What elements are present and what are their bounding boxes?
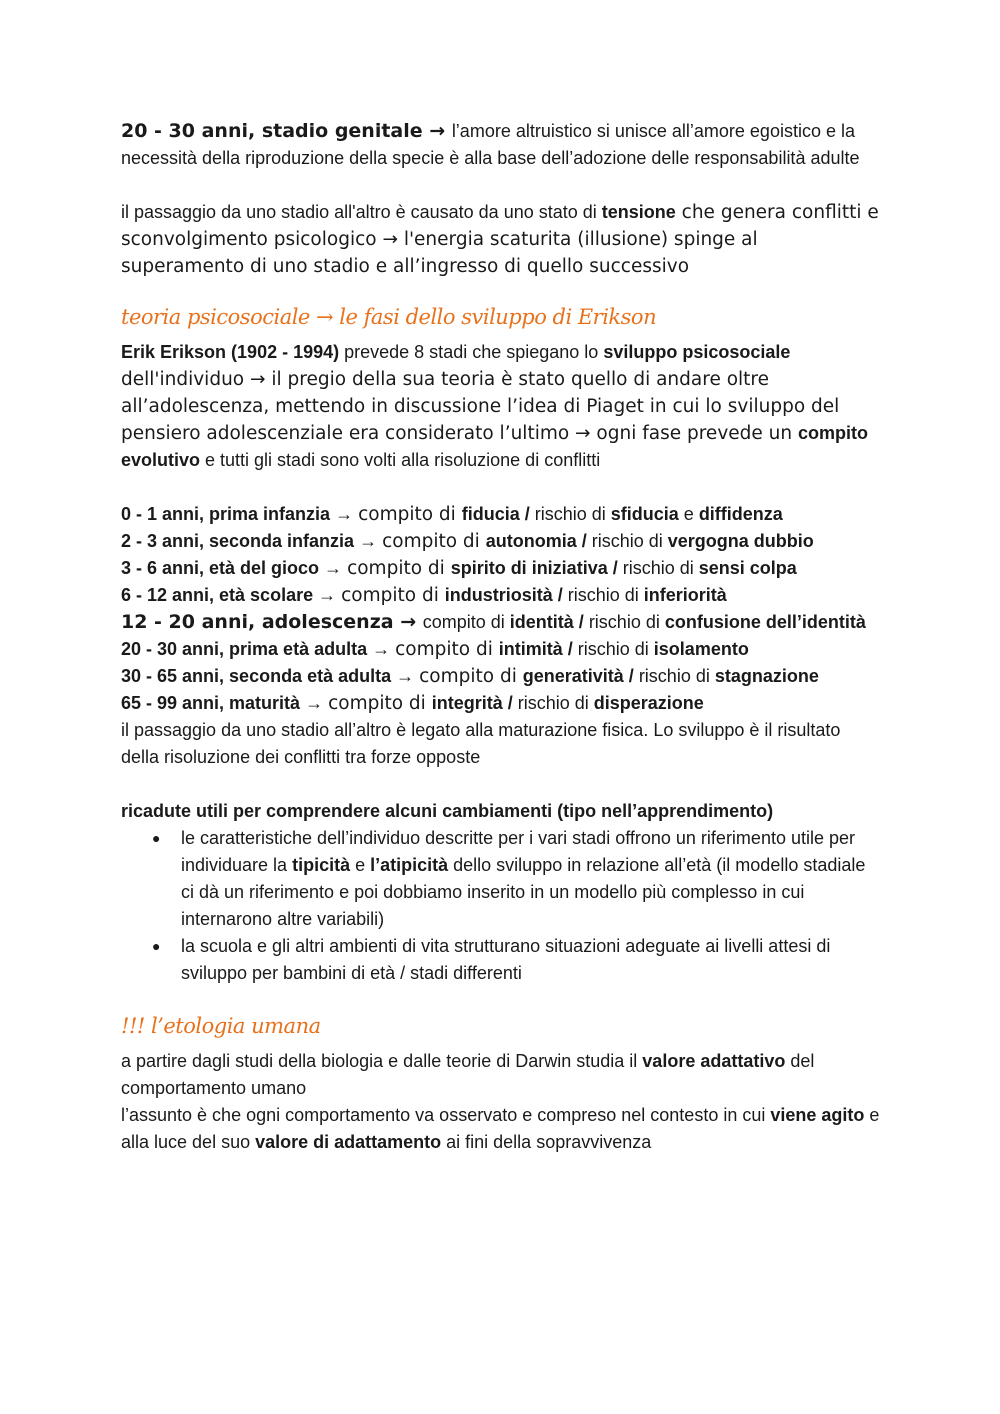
paragraph-genital-stage: [121, 118, 881, 172]
paragraph-erikson: [121, 339, 881, 474]
subheading-implications: ricadute utili per comprendere alcuni cambiamenti (tipo nell’apprendimento): [121, 801, 774, 821]
text-run: il passaggio da uno stadio all'altro è causato da uno stato di: [121, 202, 602, 222]
stage-line: 6 - 12 anni, età scolare → compito di industriosità / rischio di inferiorità: [121, 585, 727, 606]
text-run: dell'individuo → il pregio della sua teoria è stato quello di andare oltre all’adolescenza, mettendo in discussione l’idea di Piaget in cui lo sviluppo del pensiero adolescenziale era considerato l’ultimo → ogni fase prevede un: [121, 369, 840, 444]
bold-run: sviluppo psicosociale: [603, 342, 791, 362]
stage-line: 12 - 20 anni, adolescenza → compito di identità / rischio di confusione dell’identità: [121, 611, 866, 633]
stage-line: 20 - 30 anni, prima età adulta → compito di intimità / rischio di isolamento: [121, 639, 749, 660]
page-content: [121, 118, 881, 1156]
stage-line: 3 - 6 anni, età del gioco → compito di spirito di iniziativa / rischio di sensi colpa: [121, 558, 797, 579]
bullet-item: ● la scuola e gli altri ambienti di vita strutturano situazioni adeguate ai livelli attesi di sviluppo per bambini di età / stadi differenti: [181, 933, 881, 987]
bold-run: Erik Erikson (1902 - 1994): [121, 342, 340, 362]
text-run: e tutti gli stadi sono volti alla risoluzione di conflitti: [200, 450, 601, 470]
stage-lead: 20 - 30 anni, stadio genitale: [121, 120, 423, 142]
bullet-item: ● le caratteristiche dell’individuo descritte per i vari stadi offrono un riferimento utile per individuare la tipicità e l’atipicità dello sviluppo in relazione all’età (il modello stadiale ci dà un riferimento e poi dobbiamo inserito in un modello più complesso in cui internarono altre variabili): [181, 825, 881, 933]
paragraph-maturation: il passaggio da uno stadio all’altro è legato alla maturazione fisica. Lo sviluppo è il risultato della risoluzione dei conflitti tra forze opposte: [121, 720, 841, 767]
paragraph-assumption: l’assunto è che ogni comportamento va osservato e compreso nel contesto in cui viene agito e alla luce del suo valore di adattamento ai fini della sopravvivenza: [121, 1105, 880, 1152]
bold-run: tensione: [601, 202, 676, 222]
text-run: che genera conflitti e sconvolgimento psicologico → l'energia scaturita (illusione) spinge al superamento di uno stadio e all’ingresso di quello successivo: [121, 202, 879, 277]
paragraph-tension: [121, 199, 881, 280]
stage-line: 0 - 1 anni, prima infanzia → compito di fiducia / rischio di sfiducia e diffidenza: [121, 504, 783, 525]
paragraph-text: l’amore altruistico si unisce all’amore egoistico e la necessità della riproduzione della specie è alla base dell’adozione delle responsabilità adulte: [121, 121, 860, 168]
stage-line: 65 - 99 anni, maturità → compito di integrità / rischio di disperazione: [121, 693, 704, 714]
stages-list: [121, 501, 881, 717]
stage-line: 30 - 65 anni, seconda età adulta → compito di generatività / rischio di stagnazione: [121, 666, 819, 687]
stage-line: 2 - 3 anni, seconda infanzia → compito di autonomia / rischio di vergogna dubbio: [121, 531, 814, 552]
bullet-list: [121, 825, 881, 987]
paragraph-darwin: a partire dagli studi della biologia e dalle teorie di Darwin studia il valore adattativo del comportamento umano: [121, 1051, 815, 1098]
arrow: →: [422, 120, 452, 142]
bold-run: compito evolutivo: [121, 423, 868, 470]
text-run: prevede 8 stadi che spiegano lo: [339, 342, 604, 362]
section-heading-erikson: teoria psicosociale → le fasi dello sviluppo di Erikson: [121, 305, 657, 329]
section-heading-ethology: !!! l’etologia umana: [121, 1014, 321, 1038]
